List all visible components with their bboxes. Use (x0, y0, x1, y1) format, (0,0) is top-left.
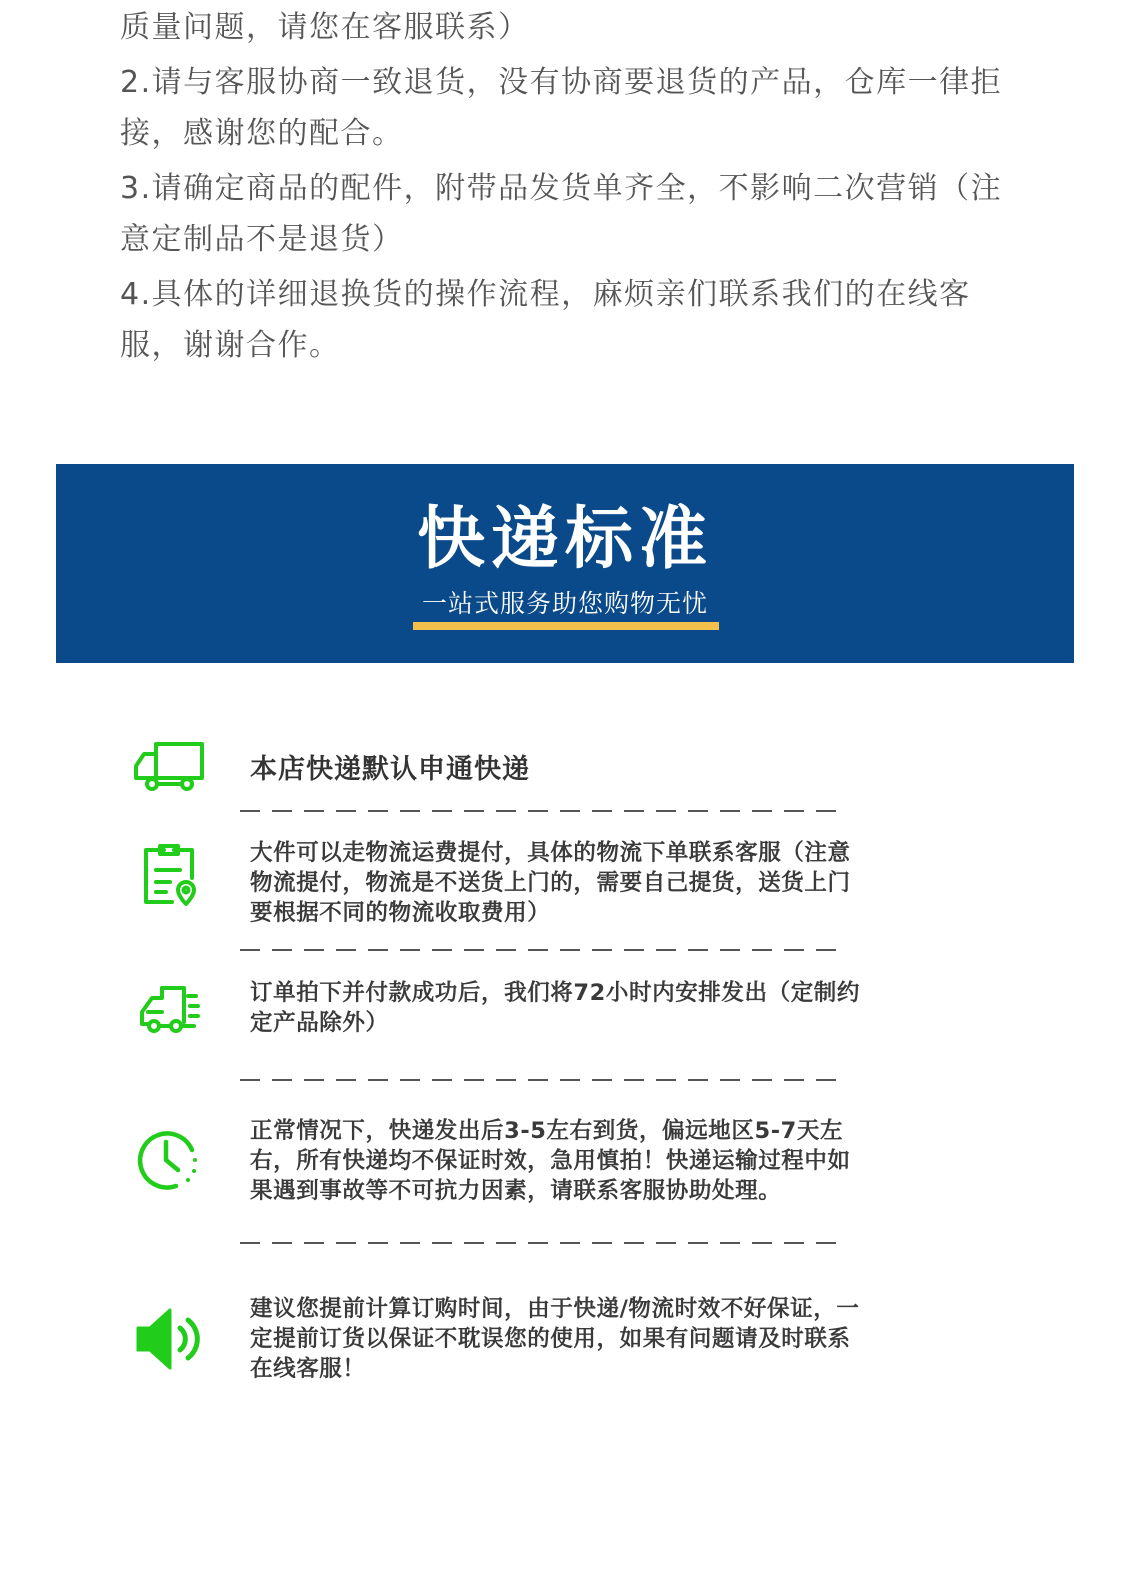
speaker-icon (132, 1302, 206, 1376)
divider (240, 810, 844, 812)
return-policy-text (120, 0, 1010, 371)
item-text-order-early: 建议您提前计算订购时间，由于快递/物流时效不好保证，一定提前订货以保证不耽误您的使用，如果有问题请及时联系在线客服！ (250, 1296, 860, 1382)
policy-line-3: 3.请确定商品的配件，附带品发货单齐全，不影响二次营销（注意定制品不是退货） (120, 171, 1003, 257)
fast-truck-icon (132, 974, 206, 1048)
delivery-truck-icon (132, 732, 206, 806)
item-text-large-items: 大件可以走物流运费提付，具体的物流下单联系客服（注意物流提付，物流是不送货上门的，需要自己提货，送货上门要根据不同的物流收取费用） (250, 840, 851, 926)
item-text-ship-within-72h: 订单拍下并付款成功后，我们将72小时内安排发出（定制约定产品除外） (250, 980, 861, 1036)
clipboard-location-icon (132, 840, 206, 914)
item-text-delivery-time: 正常情况下，快递发出后3-5左右到货，偏远地区5-7天左右，所有快递均不保证时效，急用慎拍！快递运输过程中如果遇到事故等不可抗力因素，请联系客服协助处理。 (250, 1118, 851, 1204)
policy-line-2: 2.请与客服协商一致退货，没有协商要退货的产品，仓库一律拒接，感谢您的配合。 (120, 65, 1003, 151)
banner-title: 快递标准 (416, 500, 713, 579)
policy-line-4: 4.具体的详细退换货的操作流程，麻烦亲们联系我们的在线客服，谢谢合作。 (120, 277, 971, 363)
divider (240, 1079, 844, 1081)
item-text-default-courier: 本店快递默认申通快递 (250, 754, 530, 785)
divider (240, 1242, 844, 1244)
policy-line-1: 质量问题，请您在客服联系） (120, 10, 530, 45)
shipping-standard-banner (56, 464, 1074, 663)
banner-underline (413, 622, 719, 630)
banner-subtitle: 一站式服务助您购物无忧 (421, 589, 708, 618)
clock-icon (132, 1122, 206, 1196)
divider (240, 949, 844, 951)
